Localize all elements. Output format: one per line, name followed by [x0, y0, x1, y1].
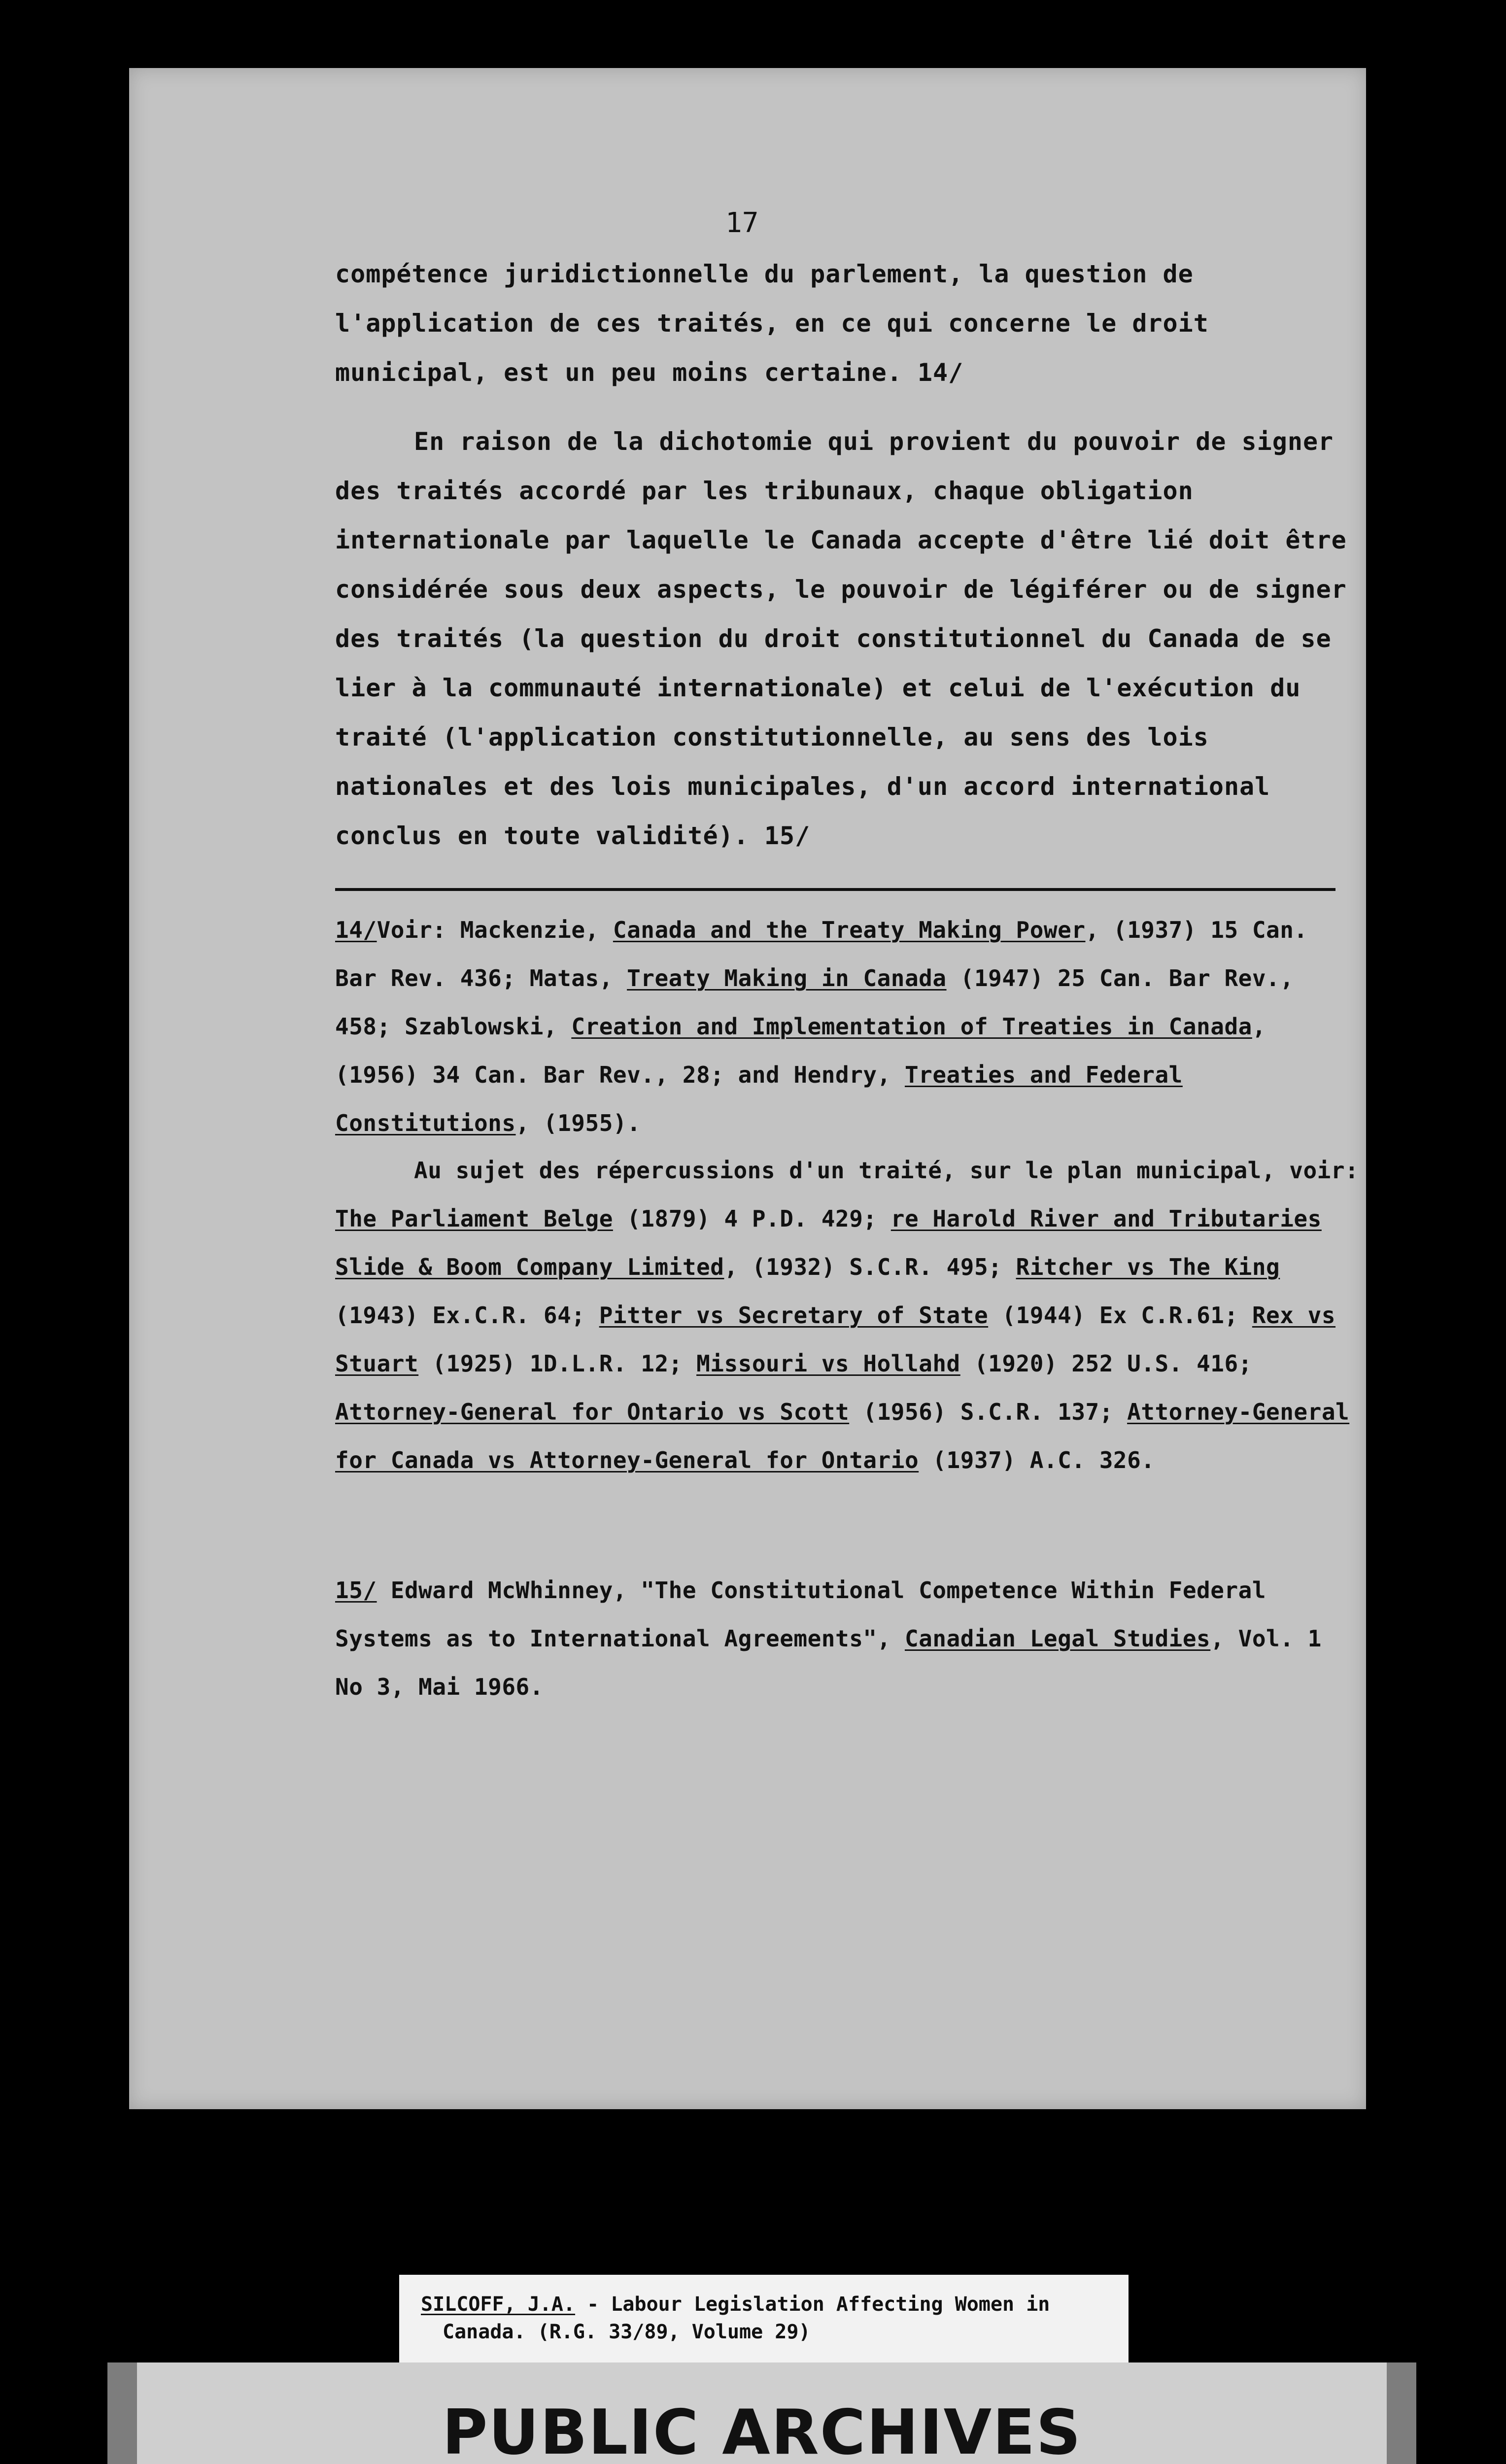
case-name: Ritcher vs The King: [1016, 1254, 1280, 1280]
citation-title: Canadian Legal Studies: [904, 1625, 1211, 1652]
footnote-separator: [335, 888, 1335, 891]
footnote-text: , (1955).: [515, 1110, 641, 1136]
citation-title: Treaties and Federal Constitutions: [335, 1061, 1183, 1136]
footnote-text: (1937) A.C. 326.: [919, 1447, 1155, 1473]
archive-stamp-card: [107, 2362, 1416, 2464]
footnote-text: , (1937) 15 Can. Bar Rev. 436; Matas,: [335, 917, 1308, 992]
case-name: Attorney-General for Ontario vs Scott: [335, 1399, 850, 1425]
paragraph-2-text: En raison de la dichotomie qui provient du pouvoir de signer des traités accordé par les tribunaux, chaque obligation internationale par laquelle le Canada accepte d'être lié doit être considérée sous deux aspects, le pouvoir de légiférer ou de signer des traités (la question du droit constitutionnel du Canada de se lier à la communauté internationale) et celui de l'exécution du traité (l'application constitutionnelle, au sens des lois nationales et des lois municipales, d'un accord international conclus en toute validité). 15/: [335, 427, 1347, 850]
footnote-text: Edward McWhinney, "The Constitutional Competence Within Federal Systems as to International Agreements",: [335, 1577, 1266, 1652]
case-name: Missouri vs Hollahd: [696, 1350, 960, 1377]
footnote-marker: 14/: [335, 917, 377, 943]
citation-title: Canada and the Treaty Making Power: [613, 917, 1086, 943]
paragraph-2: [335, 417, 1360, 860]
card-line-english: PUBLIC ARCHIVES: [442, 2396, 1082, 2464]
footnote-text: Au sujet des répercussions d'un traité, sur le plan municipal, voir:: [414, 1157, 1359, 1184]
footnote-text: , (1956) 34 Can. Bar Rev., 28; and Hendry,: [335, 1013, 1266, 1088]
paragraph-1: compétence juridictionnelle du parlement, la question de l'application de ces traités, en ce qui concerne le droit municipal, est un peu moins certaine. 14/: [335, 260, 1209, 387]
document-page: [129, 68, 1366, 2109]
footnote-text: (1879) 4 P.D. 429;: [613, 1205, 891, 1232]
footnote-text: (1920) 252 U.S. 416;: [960, 1350, 1252, 1377]
case-name: The Parliament Belge: [335, 1205, 613, 1232]
footnote-text: (1944) Ex C.R.61;: [988, 1302, 1252, 1329]
case-name: re Harold River and Tributaries Slide & Boom Company Limited: [335, 1205, 1322, 1280]
footnote-14: [335, 906, 1360, 1147]
footnote-text: , Vol. 1 No 3, Mai 1966.: [335, 1625, 1322, 1700]
footnote-15: [335, 1566, 1360, 1711]
label-line-2: Canada. (R.G. 33/89, Volume 29): [443, 2321, 811, 2343]
case-name: Attorney-General for Canada vs Attorney-General for Ontario: [335, 1399, 1350, 1473]
footnote-text: (1956) S.C.R. 137;: [849, 1399, 1128, 1425]
case-name: Rex vs Stuart: [335, 1302, 1336, 1377]
case-name: Pitter vs Secretary of State: [599, 1302, 989, 1329]
footnote-marker: 15/: [335, 1577, 377, 1604]
label-author: SILCOFF, J.A.: [421, 2293, 576, 2316]
label-line-1: [421, 2291, 1129, 2318]
page-number: 17: [725, 207, 759, 239]
footnote-text: (1925) 1D.L.R. 12;: [418, 1350, 697, 1377]
label-title: - Labour Legislation Affecting Women in: [575, 2293, 1050, 2316]
citation-title: Creation and Implementation of Treaties in Canada: [571, 1013, 1252, 1040]
footnote-text: Voir: Mackenzie,: [376, 917, 613, 943]
footnote-text: , (1932) S.C.R. 495;: [724, 1254, 1016, 1280]
footnote-text: (1943) Ex.C.R. 64;: [335, 1302, 599, 1329]
footnote-text: (1947) 25 Can. Bar Rev., 458; Szablowski,: [335, 965, 1294, 1040]
archive-reference-label: [399, 2275, 1129, 2362]
citation-title: Treaty Making in Canada: [627, 965, 947, 992]
footnote-14-continued: [335, 1146, 1360, 1484]
